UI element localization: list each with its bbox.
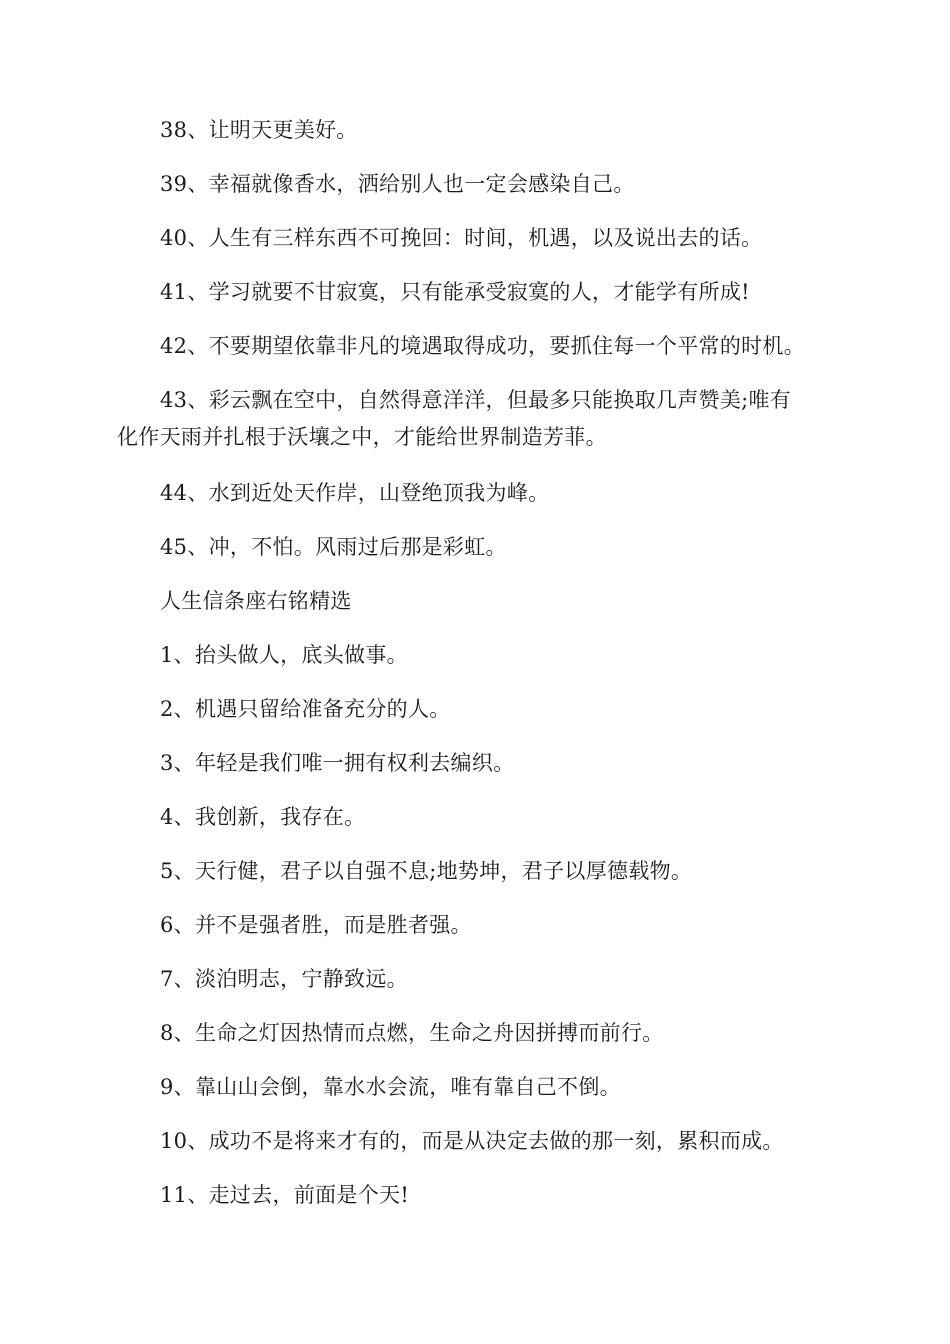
motto-4: 4、我创新，我存在。 xyxy=(160,805,366,829)
motto-7: 7、淡泊明志，宁静致远。 xyxy=(160,967,408,991)
quote-38: 38、让明天更美好。 xyxy=(160,118,358,142)
section-heading: 人生信条座右铭精选 xyxy=(160,589,352,613)
motto-5: 5、天行健，君子以自强不息;地势坤，君子以厚德载物。 xyxy=(160,859,693,883)
quote-41: 41、学习就要不甘寂寞，只有能承受寂寞的人，才能学有所成! xyxy=(160,280,750,304)
motto-3: 3、年轻是我们唯一拥有权利去编织。 xyxy=(160,751,515,775)
motto-11: 11、走过去，前面是个天! xyxy=(160,1183,410,1207)
motto-10: 10、成功不是将来才有的，而是从决定去做的那一刻，累积而成。 xyxy=(160,1129,784,1153)
motto-9: 9、靠山山会倒，靠水水会流，唯有靠自己不倒。 xyxy=(160,1075,621,1099)
quote-43-line2: 化作天雨并扎根于沃壤之中，才能给世界制造芳菲。 xyxy=(117,425,607,449)
quote-39: 39、幸福就像香水，洒给别人也一定会感染自己。 xyxy=(160,172,635,196)
motto-6: 6、并不是强者胜，而是胜者强。 xyxy=(160,913,472,937)
quote-42: 42、不要期望依靠非凡的境遇取得成功，要抓住每一个平常的时机。 xyxy=(160,334,806,358)
quote-43-line1: 43、彩云飘在空中，自然得意洋洋，但最多只能换取几声赞美;唯有 xyxy=(160,388,792,412)
motto-1: 1、抬头做人，底头做事。 xyxy=(160,643,408,667)
motto-8: 8、生命之灯因热情而点燃，生命之舟因拼搏而前行。 xyxy=(160,1021,664,1045)
motto-2: 2、机遇只留给准备充分的人。 xyxy=(160,697,451,721)
quote-45: 45、冲，不怕。风雨过后那是彩虹。 xyxy=(160,535,507,559)
quote-40: 40、人生有三样东西不可挽回：时间，机遇，以及说出去的话。 xyxy=(160,226,763,250)
quote-44: 44、水到近处天作岸，山登绝顶我为峰。 xyxy=(160,481,550,505)
